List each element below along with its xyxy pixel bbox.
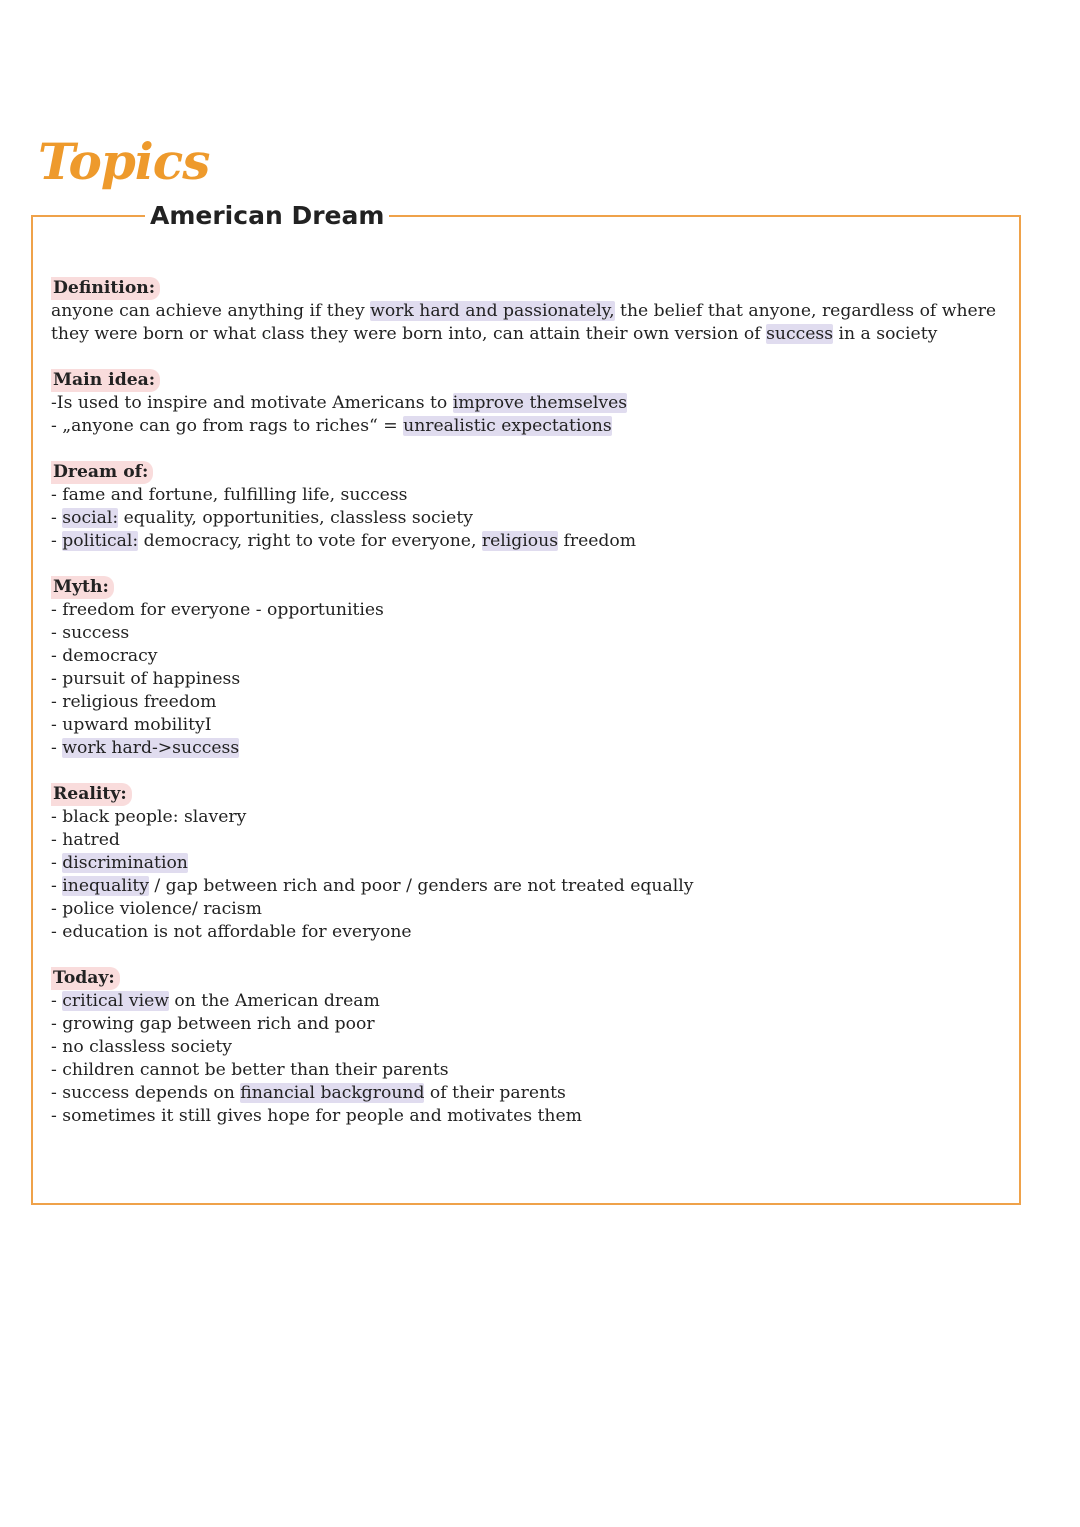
list-item xyxy=(51,392,1016,415)
list-item xyxy=(51,852,1016,875)
list-item: - pursuit of happiness xyxy=(51,669,241,689)
myth-heading: Myth: xyxy=(51,576,114,599)
list-item: - growing gap between rich and poor xyxy=(51,1014,375,1034)
list-item-text: of their parents xyxy=(424,1083,566,1103)
list-item-text: - xyxy=(51,738,63,758)
list-item-highlight: political: xyxy=(62,531,139,551)
list-item-text: freedom xyxy=(558,531,637,551)
list-item: - freedom for everyone - opportunities xyxy=(51,600,384,620)
list-item xyxy=(51,1082,1016,1105)
list-item: - education is not affordable for everyone xyxy=(51,922,412,942)
list-item-highlight: financial background xyxy=(240,1083,425,1103)
list-item: - police violence/ racism xyxy=(51,899,262,919)
definition-text-part: the belief that anyone, regardless of where they were born or what class they were born into, can attain their own version of xyxy=(51,301,997,344)
list-item-text: - success depends on xyxy=(51,1083,241,1103)
definition-highlight: success xyxy=(766,324,834,344)
dream-of-section xyxy=(51,461,1016,553)
list-item-highlight: unrealistic expectations xyxy=(403,416,612,436)
definition-text xyxy=(51,300,1016,346)
list-item-text: / gap between rich and poor / genders are not treated equally xyxy=(148,876,694,896)
list-item xyxy=(51,507,1016,530)
today-section xyxy=(51,967,1016,1128)
list-item xyxy=(51,737,1016,760)
card-title: American Dream xyxy=(145,201,389,231)
list-item-highlight: critical view xyxy=(62,991,169,1011)
list-item xyxy=(51,415,1016,438)
list-item-text: - xyxy=(51,876,63,896)
list-item xyxy=(51,530,1016,553)
reality-section xyxy=(51,783,1016,944)
definition-highlight: work hard and passionately, xyxy=(370,301,615,321)
card-content xyxy=(51,277,1016,1151)
list-item-text: on the American dream xyxy=(168,991,380,1011)
list-item-text: - xyxy=(51,508,63,528)
list-item: - upward mobilityI xyxy=(51,715,212,735)
list-item: - democracy xyxy=(51,646,158,666)
list-item: - sometimes it still gives hope for people and motivates them xyxy=(51,1106,582,1126)
list-item: - black people: slavery xyxy=(51,807,247,827)
myth-section xyxy=(51,576,1016,760)
topics-title: Topics xyxy=(38,132,210,191)
list-item-highlight: social: xyxy=(62,508,119,528)
list-item-text: -Is used to inspire and motivate Americans to xyxy=(51,393,453,413)
list-item-text: - xyxy=(51,853,63,873)
definition-text-part: anyone can achieve anything if they xyxy=(51,301,371,321)
list-item-text: - xyxy=(51,991,63,1011)
list-item-highlight: work hard->success xyxy=(62,738,240,758)
list-item: - hatred xyxy=(51,830,120,850)
list-item: - religious freedom xyxy=(51,692,217,712)
reality-heading: Reality: xyxy=(51,783,132,806)
list-item-highlight: religious xyxy=(481,531,559,551)
list-item-text: - xyxy=(51,531,63,551)
list-item xyxy=(51,990,1016,1013)
list-item-highlight: improve themselves xyxy=(452,393,628,413)
list-item: - fame and fortune, fulfilling life, success xyxy=(51,485,408,505)
main-idea-heading: Main idea: xyxy=(51,369,160,392)
definition-text-part: in a society xyxy=(833,324,938,344)
list-item-text: equality, opportunities, classless society xyxy=(118,508,473,528)
list-item: - success xyxy=(51,623,130,643)
american-dream-card xyxy=(31,201,1021,1205)
list-item: - children cannot be better than their parents xyxy=(51,1060,449,1080)
list-item-text: democracy, right to vote for everyone, xyxy=(138,531,482,551)
list-item: - no classless society xyxy=(51,1037,233,1057)
definition-heading: Definition: xyxy=(51,277,160,300)
dream-of-heading: Dream of: xyxy=(51,461,153,484)
today-heading: Today: xyxy=(51,967,120,990)
list-item-text: - „anyone can go from rags to riches“ = xyxy=(51,416,404,436)
list-item-highlight: discrimination xyxy=(62,853,188,873)
main-idea-section xyxy=(51,369,1016,438)
list-item-highlight: inequality xyxy=(62,876,149,896)
definition-section xyxy=(51,277,1016,346)
list-item xyxy=(51,875,1016,898)
